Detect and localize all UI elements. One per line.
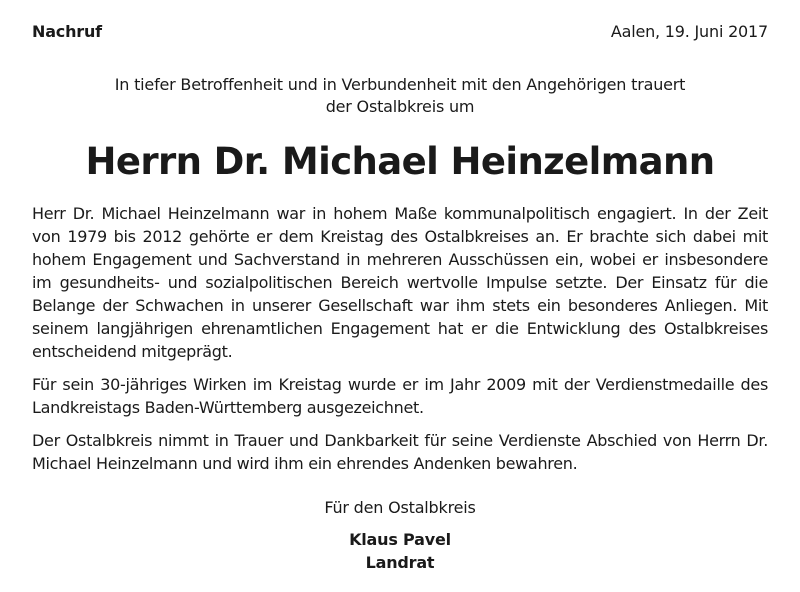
deceased-name: Herrn Dr. Michael Heinzelmann xyxy=(85,140,715,183)
body-paragraph-2: Für sein 30-jähriges Wirken im Kreistag wurde er im Jahr 2009 mit der Verdienstmedaille des Landkreistags Baden-Württemberg ausgezeichnet. xyxy=(32,375,768,417)
obituary-body xyxy=(32,202,768,485)
notice-type-label: Nachruf xyxy=(32,22,102,41)
place-date: Aalen, 19. Juni 2017 xyxy=(610,22,768,41)
intro-line-2: der Ostalbkreis um xyxy=(325,97,475,116)
signatory-name: Klaus Pavel xyxy=(349,530,451,549)
body-paragraph-1: Herr Dr. Michael Heinzelmann war in hohem Maße kommunalpolitisch engagiert. In der Zeit von 1979 bis 2012 gehörte er dem Kreistag des Ostalbkreises an. Er brachte sich dabei mit hohem Engagement und Sachverstand in mehreren Ausschüssen ein, wobei er insbesondere im gesundheits- und sozialpolitischen Bereich wertvolle Impulse setzte. Der Einsatz für die Belange der Schwachen in unserer Gesellschaft war ihm stets ein besonderes Anliegen. Mit seinem langjährigen ehrenamtlichen Engagement hat er die Entwicklung des Ostalbkreises entscheidend mitgeprägt. xyxy=(32,204,768,361)
intro-line-1: In tiefer Betroffenheit und in Verbundenheit mit den Angehörigen trauert xyxy=(114,75,686,94)
signatory-title: Landrat xyxy=(365,553,435,572)
on-behalf-line: Für den Ostalbkreis xyxy=(324,498,476,517)
intro-text xyxy=(32,74,768,118)
body-paragraph-3: Der Ostalbkreis nimmt in Trauer und Dankbarkeit für seine Verdienste Abschied von Herrn Dr. Michael Heinzelmann und wird ihm ein ehrendes Andenken bewahren. xyxy=(32,431,768,473)
